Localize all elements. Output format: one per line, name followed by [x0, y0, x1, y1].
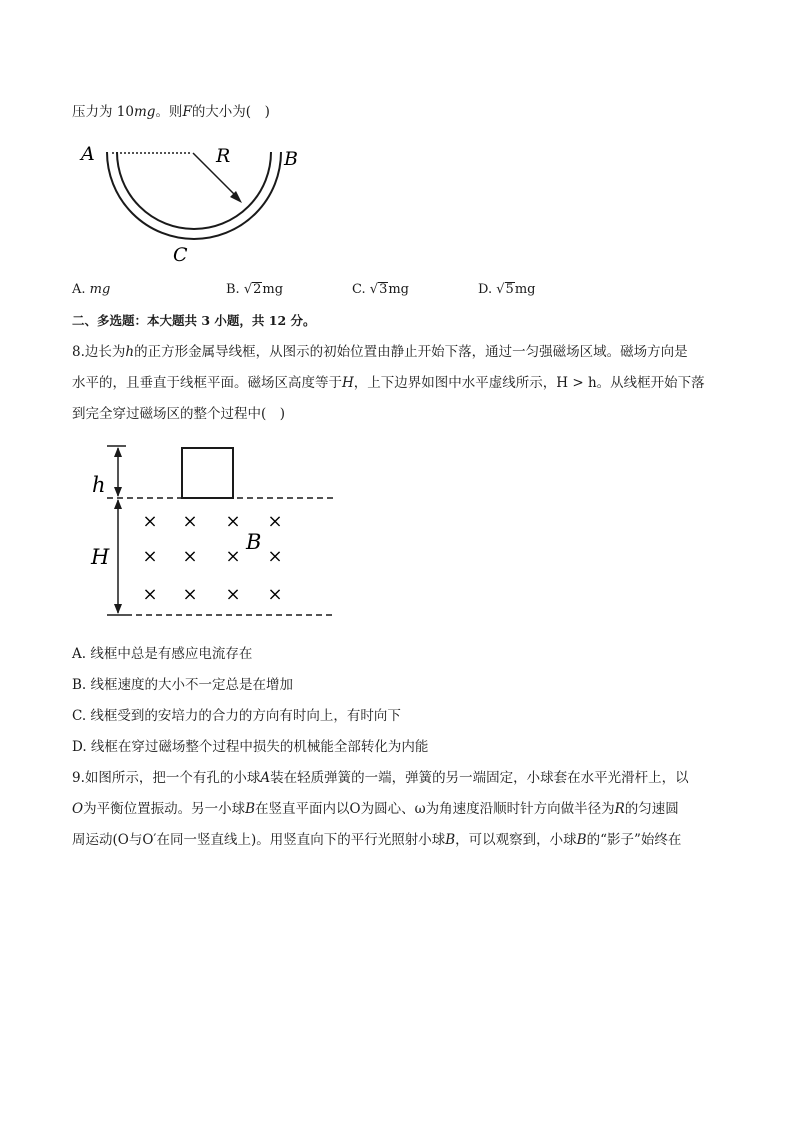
field-cross: × — [182, 546, 198, 567]
option-unit: mg — [388, 282, 409, 297]
q9-var-B: B — [445, 832, 456, 848]
label-H: H — [91, 545, 110, 569]
q9-text: 在竖直平面内以O为圆心、ω为角速度沿顺时针方向做半径为 — [255, 801, 615, 817]
q9-var-O: O — [72, 801, 84, 817]
option-text: mg — [89, 282, 111, 297]
q9-var-A: A — [260, 770, 271, 786]
section-count: 3 — [201, 313, 211, 328]
label-A: A — [81, 143, 95, 165]
field-cross-grid — [142, 511, 282, 605]
option-label: B. — [226, 282, 240, 297]
q8-text: 水平的，且垂直于线框平面。磁场区高度等于 — [72, 375, 342, 391]
H-arrow-down — [114, 604, 122, 614]
q7-option-b[interactable] — [226, 281, 283, 299]
q7-option-a[interactable] — [72, 281, 110, 299]
sqrt-symbol: √ — [496, 282, 505, 297]
section-text: 分。 — [286, 313, 316, 328]
section-text: 二、多选题：本大题共 — [72, 313, 202, 328]
track-outer-arc — [107, 152, 281, 239]
sqrt-symbol: √ — [369, 282, 379, 297]
field-cross: × — [225, 584, 241, 605]
q9-stem-line3 — [72, 831, 681, 849]
field-cross: × — [225, 511, 241, 532]
q7-option-c[interactable] — [352, 281, 409, 299]
option-label: C. — [352, 282, 366, 297]
q8-field-figure — [88, 440, 338, 620]
radicand: 2 — [253, 282, 262, 297]
field-cross: × — [267, 584, 283, 605]
q8-text: 的正方形金属导线框，从图示的初始位置由静止开始下落，通过一匀强磁场区域。磁场方向是 — [134, 344, 688, 360]
q8-var-h: h — [125, 344, 135, 360]
field-cross: × — [142, 584, 158, 605]
q8-text: 8.边长为 — [72, 344, 126, 360]
q9-text: 为平衡位置振动。另一小球 — [83, 801, 246, 817]
q8-option-d[interactable]: D. 线框在穿过磁场整个过程中损失的机械能全部转化为内能 — [72, 739, 429, 755]
option-unit: mg — [262, 282, 284, 297]
q7-text: 的大小为( ) — [191, 104, 270, 120]
q8-option-c[interactable]: C. 线框受到的安培力的合力的方向有时向上，有时向下 — [72, 708, 401, 724]
q9-var-B: B — [576, 832, 587, 848]
q7-track-figure — [70, 138, 310, 268]
field-cross: × — [142, 511, 158, 532]
q9-text: 的“影子”始终在 — [586, 832, 682, 848]
q7-var-mg: mg — [133, 104, 156, 120]
field-cross: × — [182, 511, 198, 532]
field-cross: × — [182, 584, 198, 605]
option-label: D. — [478, 282, 493, 297]
q8-stem-line1 — [72, 343, 688, 361]
option-unit: mg — [514, 282, 536, 297]
field-cross: × — [142, 546, 158, 567]
q9-stem-line2 — [72, 800, 679, 818]
section-title — [72, 312, 316, 330]
q8-text: ，上下边界如图中水平虚线所示，H > h。从线框开始下落 — [353, 375, 705, 391]
q7-text: 。则 — [155, 104, 183, 120]
radicand: 5 — [505, 282, 514, 297]
q9-text: ，可以观察到，小球 — [455, 832, 577, 848]
section-text: 小题，共 — [210, 313, 269, 328]
q8-var-H: H — [342, 375, 354, 391]
q8-text: 到完全穿过磁场区的整个过程中( ) — [72, 406, 286, 422]
option-label: A. — [72, 282, 86, 297]
label-C: C — [173, 244, 188, 266]
q8-option-a[interactable]: A. 线框中总是有感应电流存在 — [72, 646, 253, 662]
field-cross: × — [267, 546, 283, 567]
section-score: 12 — [268, 313, 287, 328]
label-h: h — [92, 473, 106, 497]
label-R: R — [216, 145, 231, 167]
q9-text: 9.如图所示，把一个有孔的小球 — [72, 770, 261, 786]
field-cross: × — [267, 511, 283, 532]
h-arrow-up — [114, 447, 122, 457]
label-B: B — [246, 530, 262, 554]
q7-var-F: F — [182, 104, 192, 120]
q9-stem-line1 — [72, 769, 689, 787]
label-B: B — [284, 148, 298, 170]
q8-option-b[interactable]: B. 线框速度的大小不一定总是在增加 — [72, 677, 294, 693]
q9-var-B: B — [245, 801, 255, 817]
track-inner-arc — [117, 152, 271, 229]
radicand: 3 — [379, 282, 388, 297]
q7-option-d[interactable] — [478, 281, 535, 299]
q7-text: 压力为 10 — [72, 104, 134, 120]
q9-text: 的匀速圆 — [624, 801, 679, 817]
q8-stem-line2 — [72, 374, 705, 392]
H-arrow-up — [114, 499, 122, 509]
field-cross: × — [225, 546, 241, 567]
square-frame — [182, 448, 233, 498]
sqrt-symbol: √ — [243, 282, 253, 297]
q9-var-R: R — [614, 801, 625, 817]
h-arrow-down — [114, 487, 122, 497]
q9-text: 周运动(O与O′在同一竖直线上)。用竖直向下的平行光照射小球 — [72, 832, 446, 848]
q7-stem-tail — [72, 103, 270, 121]
q9-text: 装在轻质弹簧的一端，弹簧的另一端固定，小球套在水平光滑杆上，以 — [270, 770, 689, 786]
q8-stem-line3 — [72, 405, 285, 423]
